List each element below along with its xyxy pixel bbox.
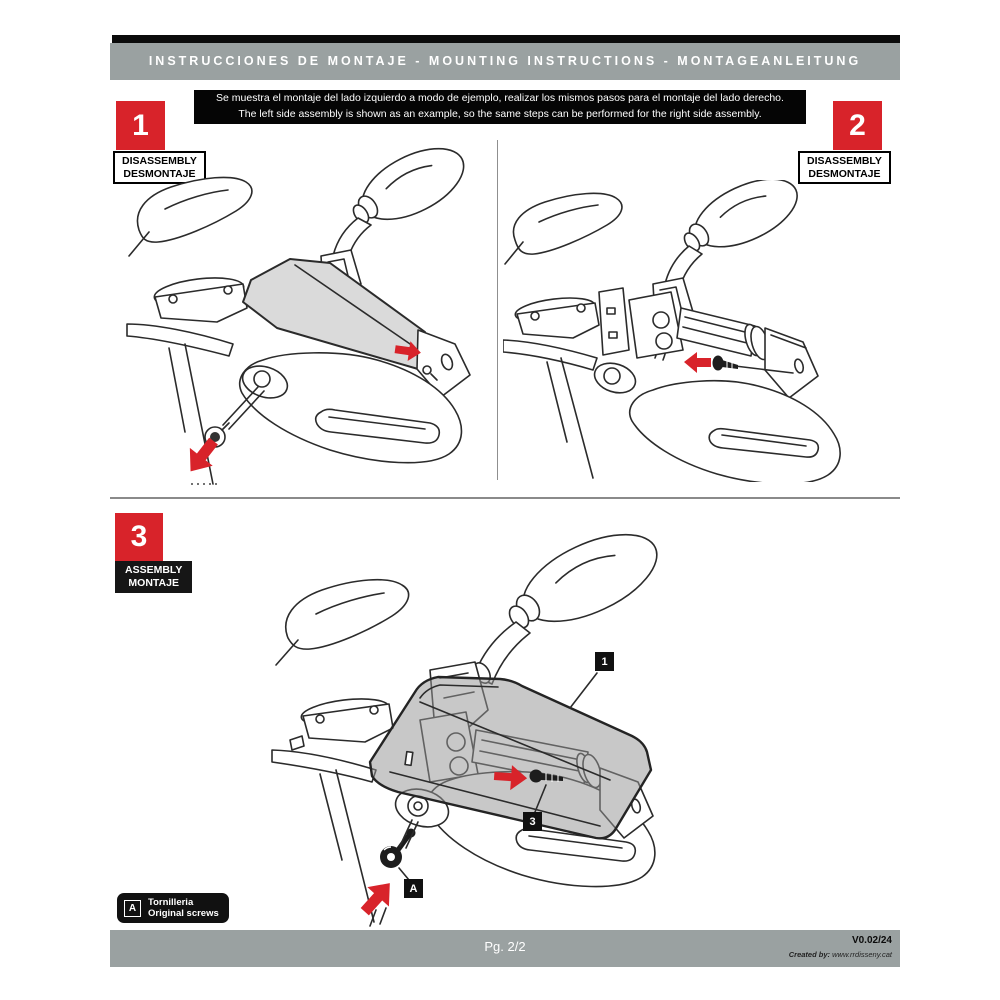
master-cylinder — [290, 695, 393, 750]
brake-lever — [272, 750, 376, 782]
step2-label-es: DESMONTAJE — [808, 167, 881, 180]
mirror — [653, 180, 807, 326]
step3-label-en: ASSEMBLY — [125, 564, 183, 576]
legend-line-en: Original screws — [148, 908, 219, 919]
diagram-step2-disassembly — [503, 180, 890, 482]
page-number: Pg. 2/2 — [484, 939, 526, 954]
diagram-step1-disassembly — [125, 132, 495, 490]
master-cylinder — [153, 274, 247, 322]
front-fairing — [129, 177, 252, 256]
legend-key-A: A — [124, 900, 141, 917]
lever-perch — [599, 288, 629, 355]
version-label: V0.02/24 — [851, 935, 892, 946]
grip — [677, 308, 772, 362]
credit-label: Created by: — [788, 950, 831, 959]
header-bar — [110, 43, 900, 80]
legend-original-screws — [117, 893, 229, 923]
legend-line-es: Tornilleria — [148, 897, 194, 908]
step3-number-badge — [115, 513, 163, 561]
step3-number: 3 — [130, 520, 148, 553]
step1-number: 1 — [132, 108, 149, 142]
panel-divider-horizontal — [110, 497, 900, 499]
callout-screw3: 3 — [523, 812, 542, 831]
screw-removed — [713, 356, 738, 370]
red-arrow-up — [354, 874, 401, 922]
panel-divider-vertical — [497, 140, 498, 480]
step1-label-es: DESMONTAJE — [123, 167, 196, 180]
diagram-step3-assembly — [270, 530, 720, 928]
step1-label-en: DISASSEMBLY — [122, 155, 197, 167]
step2-number: 2 — [849, 108, 866, 142]
brake-lever — [503, 340, 597, 370]
notice-line-es: Se muestra el montaje del lado izquierdo a modo de ejemplo, realizar los mismos pasos para el montaje del lado derecho. — [216, 92, 784, 104]
callout-screwA: A — [404, 879, 423, 898]
footer-bar — [110, 930, 900, 967]
brake-lever — [127, 324, 233, 356]
page-title: INSTRUCCIONES DE MONTAJE - MOUNTING INSTRUCTIONS - MONTAGEANLEITUNG — [148, 54, 862, 68]
bar-end-bracket — [765, 328, 818, 398]
front-fairing — [276, 580, 409, 665]
top-black-strip — [112, 35, 900, 43]
credit-url: www.rrdisseny.cat — [832, 950, 892, 959]
step2-number-badge — [833, 101, 882, 150]
master-cylinder — [514, 294, 599, 338]
callout-handguard: 1 — [595, 652, 614, 671]
notice-banner — [194, 90, 806, 124]
notice-line-en: The left side assembly is shown as an example, so the same steps can be performed for the right side assembly. — [238, 107, 762, 120]
front-fairing — [505, 193, 622, 264]
pivot-mount — [591, 358, 640, 398]
step3-label — [115, 561, 192, 593]
screw-A — [380, 829, 415, 868]
step2-label-en: DISASSEMBLY — [807, 155, 882, 167]
red-arrow-left — [684, 352, 711, 373]
hand-shield — [630, 381, 840, 482]
step3-label-es: MONTAJE — [128, 577, 179, 589]
credit-line — [789, 950, 892, 959]
